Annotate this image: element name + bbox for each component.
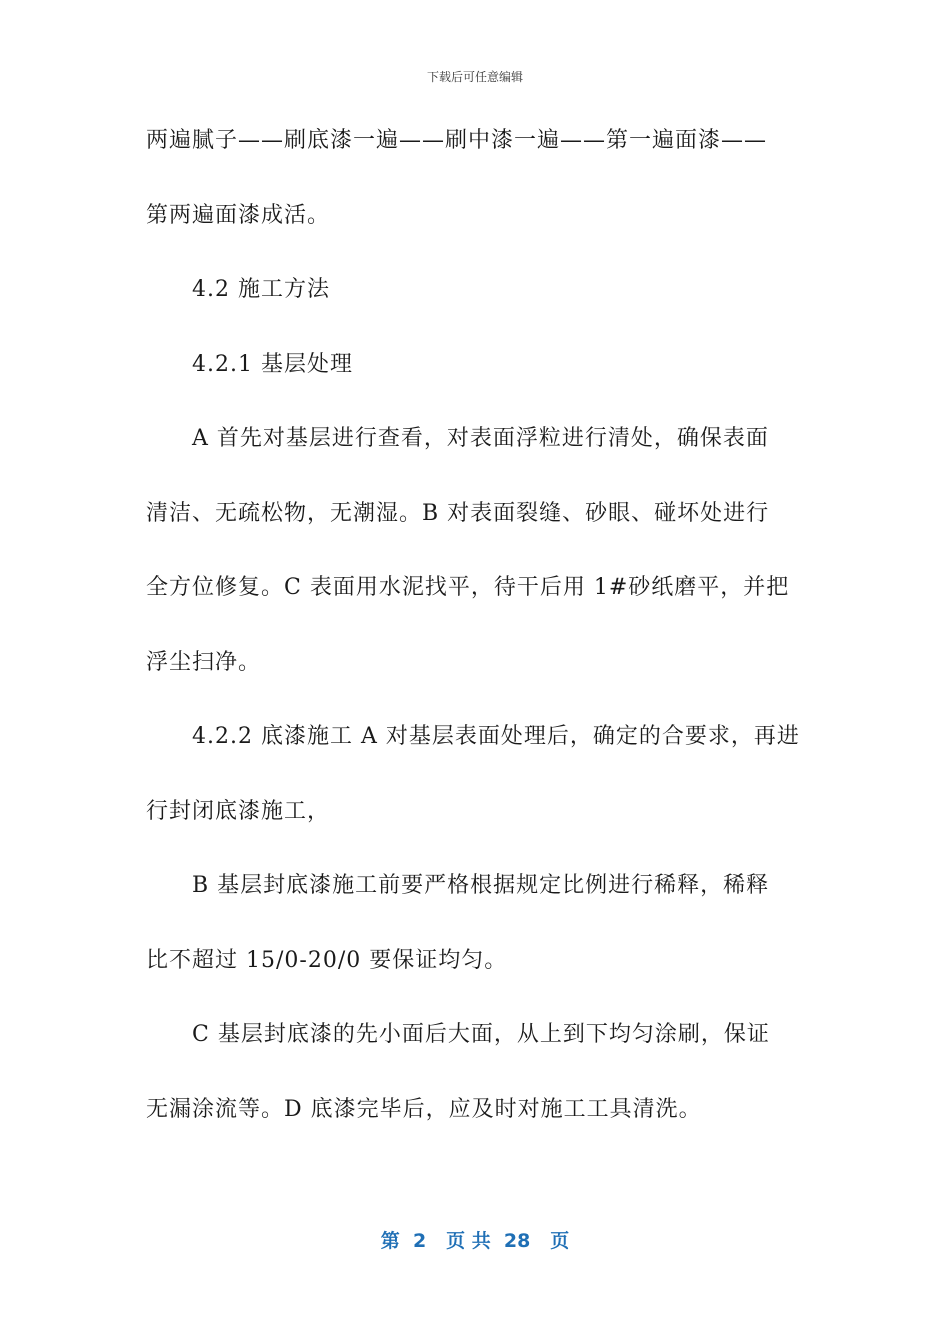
body-line-6: 清洁、无疏松物，无潮湿。B 对表面裂缝、砂眼、碰坏处进行 (146, 500, 770, 526)
body-line-5: A 首先对基层进行查看，对表面浮粒进行清处，确保表面 (192, 426, 769, 451)
document-body (146, 122, 808, 1165)
body-line-11: B 基层封底漆施工前要严格根据规定比例进行稀释，稀释 (192, 873, 770, 898)
body-line-1: 两遍腻子——刷底漆一遍——刷中漆一遍——第一遍面漆—— (146, 128, 768, 153)
body-line-10: 行封闭底漆施工， (146, 798, 331, 824)
section-heading-4-2: 4.2 施工方法 (192, 277, 330, 302)
body-line-14: 无漏涂流等。D 底漆完毕后，应及时对施工工具清洗。 (146, 1096, 702, 1122)
body-line-13: C 基层封底漆的先小面后大面，从上到下均匀涂刷，保证 (192, 1022, 770, 1047)
body-line-12: 比不超过 15/0-20/0 要保证均匀。 (146, 947, 508, 973)
body-line-8: 浮尘扫净。 (146, 649, 262, 675)
section-heading-4-2-1: 4.2.1 基层处理 (192, 351, 353, 377)
section-heading-4-2-2: 4.2.2 底漆施工 A 对基层表面处理后，确定的合要求，再进 (192, 724, 800, 749)
body-line-7: 全方位修复。C 表面用水泥找平，待干后用 1#砂纸磨平，并把 (146, 575, 790, 600)
page-number-footer: 第 2 页 共 28 页 (380, 1230, 570, 1252)
header-note: 下载后可任意编辑 (426, 70, 523, 84)
body-line-2: 第两遍面漆成活。 (146, 202, 331, 228)
